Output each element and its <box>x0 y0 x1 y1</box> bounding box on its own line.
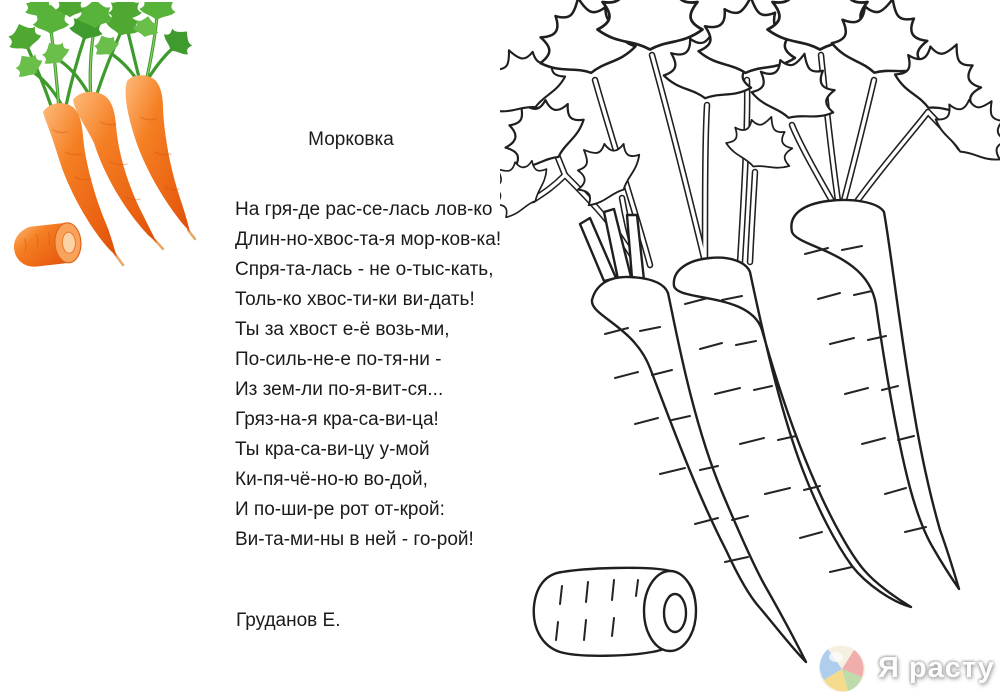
poem-line: Толь-ко хвос-ти-ки ви-дать! <box>235 289 475 310</box>
color-carrots-illustration <box>5 2 205 270</box>
poem-line: Ты за хвост е-ё возь-ми, <box>235 319 450 340</box>
poem-title: Морковка <box>308 129 394 150</box>
outline-carrot-piece <box>534 568 696 656</box>
poem-line: Спря-та-лась - не о-тыс-кать, <box>235 259 494 280</box>
poem-author: Груданов Е. <box>236 610 341 631</box>
poem-line: Ты кра-са-ви-цу у-мой <box>235 439 430 460</box>
cut-stems <box>580 209 644 281</box>
watermark-text: Я расту <box>878 652 995 684</box>
poem-line: Длин-но-хвос-та-я мор-ков-ка! <box>235 229 502 250</box>
outline-carrot-right <box>791 200 959 589</box>
coloring-greens <box>500 0 1000 270</box>
poem-line: Гряз-на-я кра-са-ви-ца! <box>235 409 439 430</box>
poem <box>235 129 502 555</box>
outline-carrot-middle <box>674 258 911 607</box>
poem-line: И по-ши-ре рот от-крой: <box>235 499 445 520</box>
poem-line: Ви-та-ми-ны в ней - го-рой! <box>235 529 474 550</box>
coloring-page-illustration <box>500 0 1000 699</box>
poem-line: Ки-пя-чё-но-ю во-дой, <box>235 469 428 490</box>
carrot-piece <box>13 222 82 268</box>
beach-ball-icon <box>818 644 868 698</box>
poem-line: На гря-де рас-се-лась лов-ко <box>235 199 493 220</box>
poem-line: Из зем-ли по-я-вит-ся... <box>235 379 444 400</box>
watermark <box>818 642 1000 699</box>
poem-line: По-силь-не-е по-тя-ни - <box>235 349 442 370</box>
